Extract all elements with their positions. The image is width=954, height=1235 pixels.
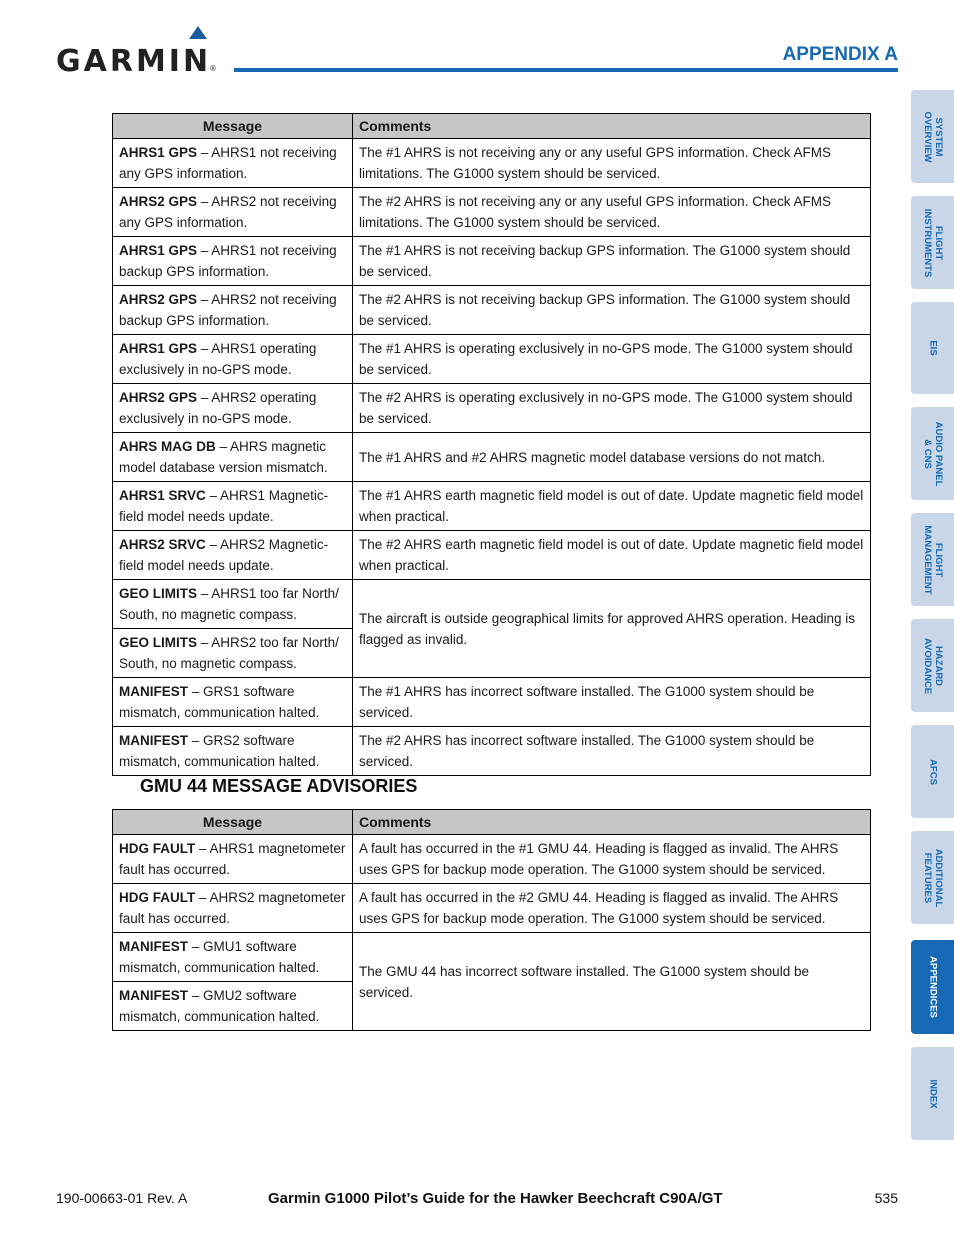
message-code: MANIFEST [119,988,188,1003]
message-code: AHRS1 GPS [119,243,198,258]
message-code: MANIFEST [119,733,188,748]
message-code: AHRS MAG DB [119,439,216,454]
comment-cell: The #1 AHRS and #2 AHRS magnetic model database versions do not match. [353,433,871,482]
message-cell [113,982,353,1031]
message-code: AHRS2 GPS [119,390,198,405]
comment-cell: The #2 AHRS is not receiving any or any useful GPS information. Check AFMS limitations. The G1000 system should be serviced. [353,188,871,237]
message-cell [113,884,353,933]
comment-cell: The #1 AHRS is not receiving backup GPS information. The G1000 system should be serviced. [353,237,871,286]
logo-triangle-icon [189,26,207,39]
garmin-logo [56,40,221,79]
message-description: – AHRS1 Magnetic-field model needs update. [119,488,329,524]
message-code: AHRS2 GPS [119,292,198,307]
table-row [113,433,871,482]
tab-label: INDEX [927,1078,938,1109]
message-cell [113,482,353,531]
ahrs-message-table [112,113,871,776]
tab-eis[interactable] [911,302,954,394]
message-description: – AHRS1 not receiving any GPS information. [119,145,337,181]
table-header-row [113,810,871,835]
table-row [113,933,871,982]
message-description: – AHRS1 magnetometer fault has occurred. [119,841,346,877]
tab-hazard-avoidance[interactable] [911,619,954,712]
message-cell [113,727,353,776]
footer-title: Garmin G1000 Pilot’s Guide for the Hawker Beechcraft C90A/GT [268,1190,723,1207]
tab-label: AUDIO PANEL & CNS [921,421,944,486]
table-row [113,335,871,384]
message-description: – AHRS2 not receiving backup GPS information. [119,292,337,328]
message-code: AHRS1 GPS [119,145,198,160]
message-cell [113,237,353,286]
table-row [113,835,871,884]
header-rule [234,68,898,72]
comment-cell: The #2 AHRS has incorrect software installed. The G1000 system should be serviced. [353,727,871,776]
registered-mark-icon: ® [210,64,216,73]
tab-label: FLIGHT MANAGEMENT [921,524,944,595]
tab-label: ADDITIONAL FEATURES [921,848,944,907]
comment-cell: The #1 AHRS earth magnetic field model is out of date. Update magnetic field model when practical. [353,482,871,531]
message-description: – AHRS2 too far North/ South, no magnetic compass. [119,635,339,671]
tab-label: AFCS [927,758,938,785]
tab-label: SYSTEM OVERVIEW [921,110,944,163]
message-code: MANIFEST [119,684,188,699]
table-row [113,580,871,629]
message-description: – AHRS2 operating exclusively in no-GPS mode. [119,390,317,426]
table-row [113,188,871,237]
message-description: – AHRS2 magnetometer fault has occurred. [119,890,346,926]
message-description: – AHRS2 not receiving any GPS information. [119,194,337,230]
message-cell [113,188,353,237]
tab-appendices[interactable] [911,940,954,1034]
comment-cell: The #1 AHRS is not receiving any or any useful GPS information. Check AFMS limitations. The G1000 system should be serviced. [353,139,871,188]
table-row [113,139,871,188]
table-row [113,482,871,531]
message-cell [113,139,353,188]
message-cell [113,335,353,384]
table-row [113,384,871,433]
message-description: – GMU1 software mismatch, communication halted. [119,939,320,975]
message-description: – GRS1 software mismatch, communication halted. [119,684,320,720]
message-description: – AHRS2 Magnetic-field model needs update. [119,537,329,573]
comment-cell: The #2 AHRS is operating exclusively in no-GPS mode. The G1000 system should be serviced. [353,384,871,433]
tab-audio-panel-cns[interactable] [911,407,954,500]
message-cell [113,384,353,433]
comment-cell: The #2 AHRS earth magnetic field model is out of date. Update magnetic field model when practical. [353,531,871,580]
tab-flight-instruments[interactable] [911,196,954,289]
message-code: AHRS1 GPS [119,341,198,356]
logo-text: GARMIN [56,44,212,79]
message-cell [113,531,353,580]
column-header-comments: Comments [353,114,871,139]
footer-part-number: 190-00663-01 Rev. A [56,1190,188,1206]
message-cell [113,433,353,482]
message-cell [113,835,353,884]
tab-label: APPENDICES [927,956,938,1018]
tab-system-overview[interactable] [911,90,954,183]
message-cell [113,580,353,629]
message-code: AHRS2 SRVC [119,537,206,552]
message-cell [113,678,353,727]
message-description: – GMU2 software mismatch, communication halted. [119,988,320,1024]
comment-cell: The #2 AHRS is not receiving backup GPS information. The G1000 system should be serviced. [353,286,871,335]
tab-afcs[interactable] [911,725,954,818]
message-code: MANIFEST [119,939,188,954]
table-row [113,727,871,776]
column-header-message: Message [113,114,353,139]
message-code: AHRS2 GPS [119,194,198,209]
message-code: HDG FAULT [119,841,196,856]
tab-label: HAZARD AVOIDANCE [921,637,944,694]
column-header-comments: Comments [353,810,871,835]
table-row [113,884,871,933]
message-description: – AHRS magnetic model database version mismatch. [119,439,328,475]
comment-cell: The aircraft is outside geographical limits for approved AHRS operation. Heading is flagged as invalid. [353,580,871,678]
message-description: – GRS2 software mismatch, communication halted. [119,733,320,769]
tab-flight-management[interactable] [911,513,954,606]
message-cell [113,286,353,335]
table-row [113,531,871,580]
section-title: APPENDIX A [782,44,898,65]
message-description: – AHRS1 too far North/ South, no magnetic compass. [119,586,339,622]
message-code: HDG FAULT [119,890,196,905]
message-code: GEO LIMITS [119,635,198,650]
table-row [113,678,871,727]
message-description: – AHRS1 operating exclusively in no-GPS mode. [119,341,317,377]
gmu44-section-heading: GMU 44 MESSAGE ADVISORIES [140,776,418,796]
page-number: 535 [874,1190,898,1206]
message-cell [113,933,353,982]
message-cell [113,629,353,678]
comment-cell: A fault has occurred in the #2 GMU 44. Heading is flagged as invalid. The AHRS uses GPS for backup mode operation. The G1000 system should be serviced. [353,884,871,933]
table-header-row [113,114,871,139]
tab-label: FLIGHT INSTRUMENTS [921,208,944,277]
message-description: – AHRS1 not receiving backup GPS information. [119,243,337,279]
table-row [113,286,871,335]
comment-cell: A fault has occurred in the #1 GMU 44. Heading is flagged as invalid. The AHRS uses GPS for backup mode operation. The G1000 system should be serviced. [353,835,871,884]
gmu44-message-table [112,809,871,1031]
comment-cell: The #1 AHRS has incorrect software installed. The G1000 system should be serviced. [353,678,871,727]
tab-additional-features[interactable] [911,831,954,924]
message-code: GEO LIMITS [119,586,198,601]
comment-cell: The GMU 44 has incorrect software installed. The G1000 system should be serviced. [353,933,871,1031]
tab-index[interactable] [911,1047,954,1140]
comment-cell: The #1 AHRS is operating exclusively in no-GPS mode. The G1000 system should be serviced. [353,335,871,384]
column-header-message: Message [113,810,353,835]
table-row [113,237,871,286]
message-code: AHRS1 SRVC [119,488,206,503]
tab-label: EIS [927,340,938,356]
